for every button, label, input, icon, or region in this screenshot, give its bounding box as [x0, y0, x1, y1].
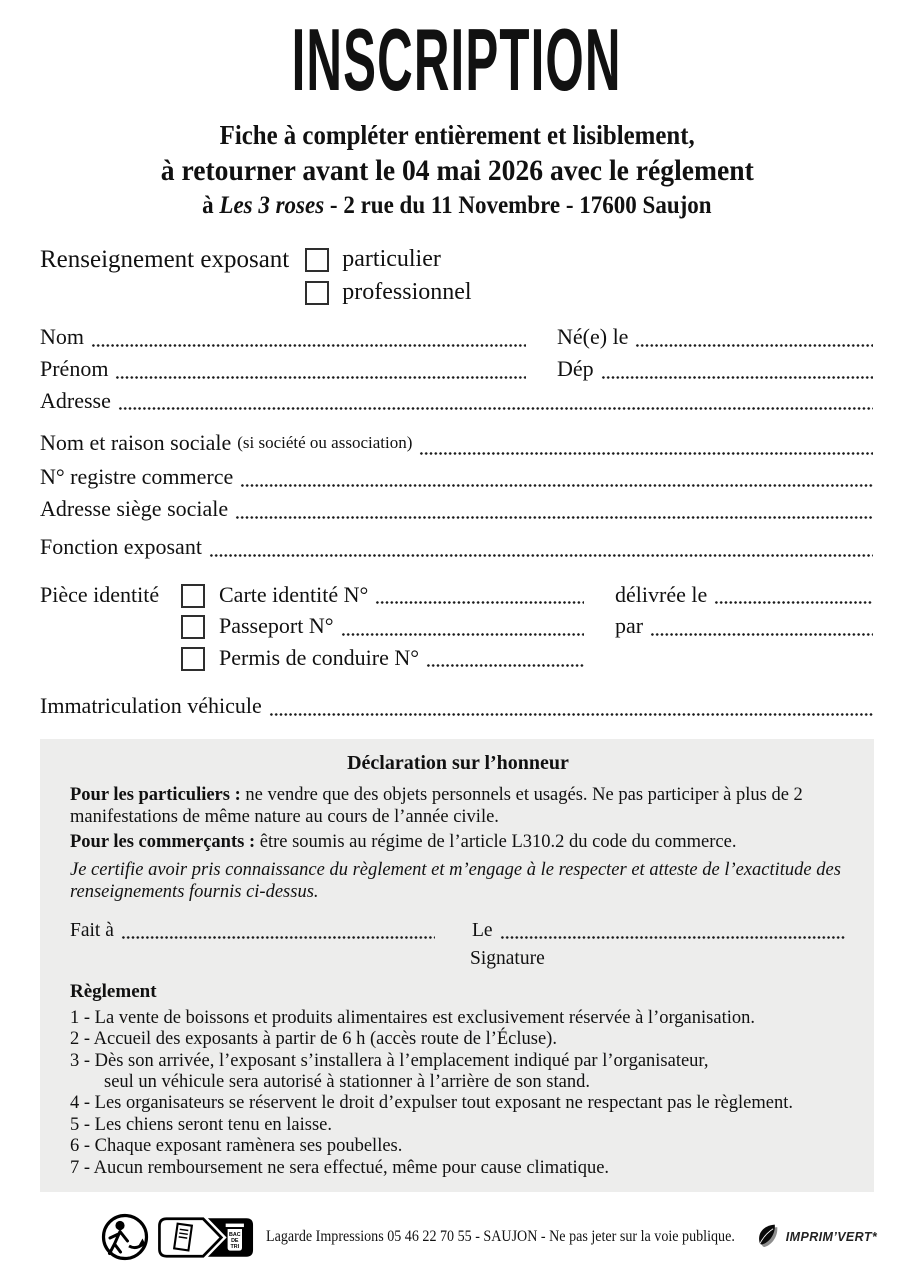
exhibitor-type-options: [305, 243, 471, 309]
passeport-field-blank[interactable]: [341, 610, 584, 636]
reglement-rules: [70, 1008, 846, 1179]
delivree-le-field-blank[interactable]: [714, 579, 873, 605]
passeport-checkbox[interactable]: [181, 615, 205, 639]
permis-checkbox[interactable]: [181, 647, 205, 671]
particuliers-bold-label: Pour les particuliers :: [70, 784, 241, 805]
form-header: [0, 10, 914, 221]
imprim-vert-label: IMPRIM’VERT*: [785, 1230, 878, 1245]
fonction-field-blank[interactable]: [209, 531, 873, 557]
par-field-blank[interactable]: [650, 610, 873, 636]
immatriculation-label: Immatriculation véhicule: [40, 693, 262, 719]
particulier-checkbox[interactable]: [305, 248, 329, 272]
sorting-bin-icon: [158, 1217, 254, 1258]
nom-field-blank[interactable]: [91, 321, 526, 347]
subtitle-instructions: Fiche à compléter entièrement et lisiblement,: [219, 120, 695, 150]
rule-4: 4 - Les organisateurs se réservent le droit d’expulser tout exposant ne respectant pas le règlement.: [70, 1093, 793, 1114]
certification-statement: Je certifie avoir pris connaissance du règlement et m’engage à le respecter et atteste de l’exactitude des renseignements fournis ci-dessus.: [70, 859, 841, 903]
page-title: [0, 10, 914, 109]
rule-1: 1 - La vente de boissons et produits alimentaires est exclusivement réservée à l’organisation.: [70, 1007, 755, 1028]
exhibitor-section-label: Renseignement exposant: [40, 246, 290, 273]
subtitle-deadline: à retourner avant le 04 mai 2026 avec le réglement: [160, 154, 754, 187]
paper-sheet-glyph: [174, 1223, 192, 1250]
immatriculation-field-blank[interactable]: [269, 690, 873, 716]
rule-6: 6 - Chaque exposant ramènera ses poubelles.: [70, 1136, 403, 1157]
fait-a-field-blank[interactable]: [121, 916, 435, 939]
rule-5: 5 - Les chiens seront tenu en laisse.: [70, 1114, 333, 1135]
ne-le-field-blank[interactable]: [635, 321, 873, 347]
professionnel-checkbox[interactable]: [305, 281, 329, 305]
printer-credit-line: Lagarde Impressions 05 46 22 70 55 - SAUJON - Ne pas jeter sur la voie publique.: [266, 1228, 735, 1246]
dep-label: Dép: [557, 355, 594, 381]
declaration-particuliers: Pour les particuliers : ne vendre que des objets personnels et usagés. Ne pas participer à plus de 2 manifestations de même nature au cours de l’année civile.: [70, 784, 803, 828]
delivree-le-label: délivrée le: [615, 581, 708, 607]
fait-a-label: Fait à: [70, 919, 114, 941]
nom-label: Nom: [40, 324, 84, 349]
adresse-label: Adresse: [40, 387, 111, 413]
bin-lid-glyph: [226, 1223, 244, 1226]
option-particulier: [305, 243, 471, 276]
prenom-field-blank[interactable]: [115, 353, 526, 379]
adresse-siege-label: Adresse siège sociale: [40, 495, 229, 521]
imprim-vert-logo: [755, 1222, 877, 1252]
rule-2: 2 - Accueil des exposants à partir de 6 h (accès route de l’Écluse).: [70, 1029, 557, 1050]
triman-recycling-icon: [100, 1212, 150, 1262]
particulier-label: particulier: [342, 246, 441, 272]
svg-text:DE: DE: [231, 1237, 239, 1244]
rule-3: 3 - Dès son arrivée, l’exposant s’installera à l’emplacement indiqué par l’organisateur,: [70, 1050, 709, 1071]
prenom-label: Prénom: [40, 355, 109, 381]
commercants-bold-label: Pour les commerçants :: [70, 832, 256, 853]
exhibitor-section: [40, 243, 874, 722]
professionnel-label: professionnel: [342, 279, 472, 305]
raison-sociale-field-blank[interactable]: [419, 427, 873, 455]
signature-label: Signature: [470, 947, 545, 969]
carte-identite-label: Carte identité N°: [219, 581, 369, 607]
piece-identite-label: Pièce identité: [40, 581, 160, 607]
svg-text:TRI: TRI: [230, 1243, 240, 1250]
par-label: par: [615, 613, 644, 639]
carte-identite-field-blank[interactable]: [375, 579, 584, 605]
identity-section: [40, 579, 874, 674]
venue-name: Les 3 roses: [219, 192, 325, 219]
raison-sociale-note: (si société ou association): [237, 433, 413, 453]
leaf-icon: [755, 1222, 783, 1252]
permis-field-blank[interactable]: [426, 642, 584, 668]
declaration-commercants: Pour les commerçants : être soumis au régime de l’article L310.2 du code du commerce.: [70, 832, 737, 853]
page-title-text: INSCRIPTION: [292, 10, 622, 109]
permis-label: Permis de conduire N°: [219, 644, 420, 670]
declaration-title: Déclaration sur l’honneur: [347, 751, 569, 774]
option-professionnel: [305, 276, 471, 309]
adresse-field-blank[interactable]: [118, 385, 873, 411]
subtitle-address: à Les 3 roses - 2 rue du 11 Novembre - 17600 Saujon: [202, 192, 712, 219]
rule-7: 7 - Aucun remboursement ne sera effectué, même pour cause climatique.: [70, 1157, 610, 1178]
adresse-siege-field-blank[interactable]: [235, 493, 873, 519]
ne-le-label: Né(e) le: [557, 324, 629, 349]
declaration-panel: [40, 739, 874, 1192]
carte-identite-checkbox[interactable]: [181, 584, 205, 608]
le-field-blank[interactable]: [500, 916, 845, 939]
print-footer: [0, 1209, 914, 1265]
rule-3-continuation: seul un véhicule sera autorisé à stationner à l’arrière de son stand.: [104, 1072, 590, 1093]
registre-commerce-field-blank[interactable]: [240, 461, 873, 487]
raison-sociale-label: Nom et raison sociale: [40, 430, 232, 456]
passeport-label: Passeport N°: [219, 613, 334, 639]
reglement-title: Règlement: [70, 980, 157, 1002]
le-label: Le: [472, 919, 493, 941]
fonction-label: Fonction exposant: [40, 533, 202, 559]
svg-text:BAC: BAC: [228, 1231, 241, 1238]
registre-commerce-label: N° registre commerce: [40, 464, 234, 490]
dep-field-blank[interactable]: [601, 353, 873, 379]
